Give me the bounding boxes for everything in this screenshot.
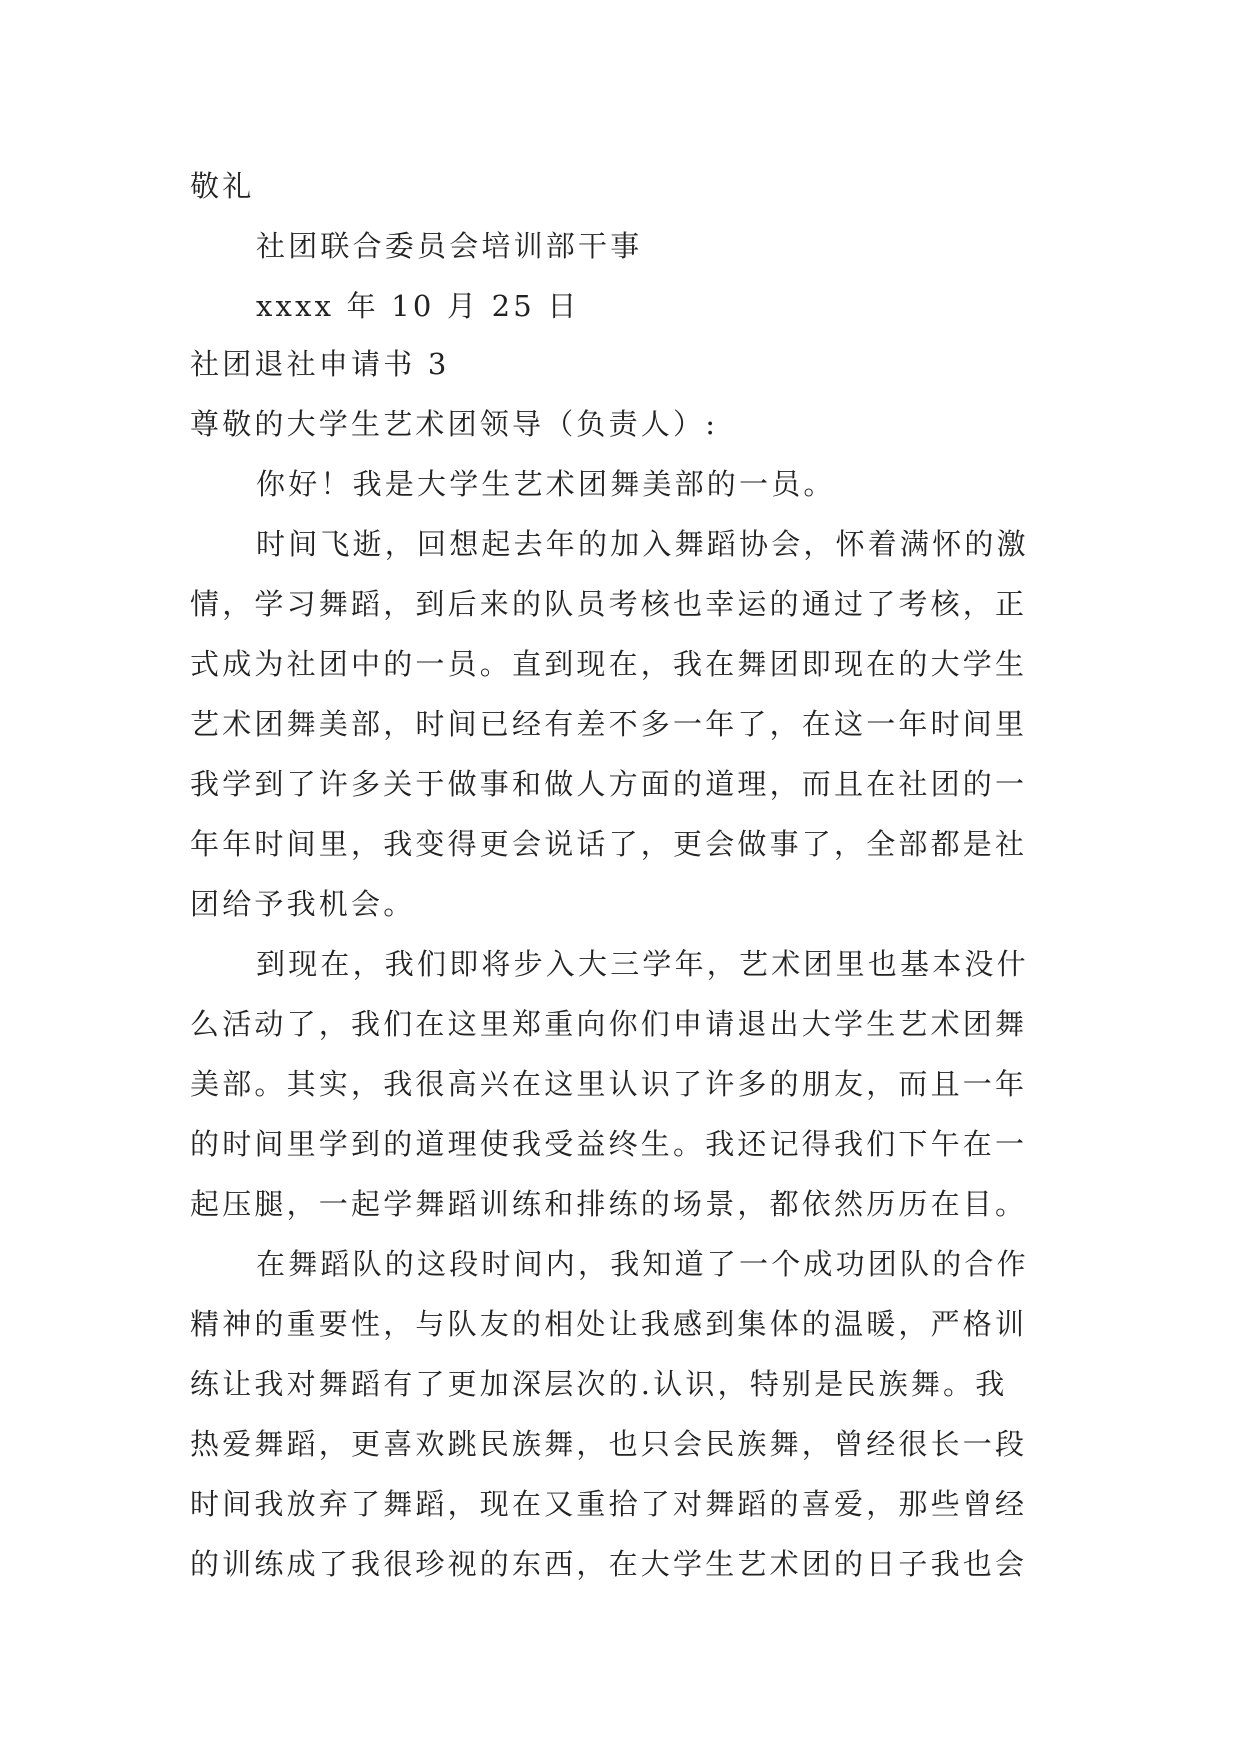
paragraph-line: 时间飞逝，回想起去年的加入舞蹈协会，怀着满怀的激 (256, 527, 1029, 561)
paragraph-line: 团给予我机会。 (190, 887, 416, 921)
paragraph-line: 美部。其实，我很高兴在这里认识了许多的朋友，而且一年 (190, 1067, 1028, 1101)
paragraph-line: 时间我放弃了舞蹈，现在又重拾了对舞蹈的喜爱，那些曾经 (190, 1487, 1028, 1521)
signature: 社团联合委员会培训部干事 (256, 229, 643, 263)
paragraph-line: 式成为社团中的一员。直到现在，我在舞团即现在的大学生 (190, 647, 1028, 681)
paragraph-line: 在舞蹈队的这段时间内，我知道了一个成功团队的合作 (256, 1247, 1029, 1281)
letter-title: 社团退社申请书 3 (190, 347, 450, 381)
paragraph-line: 精神的重要性，与队友的相处让我感到集体的温暖，严格训 (190, 1307, 1028, 1341)
paragraph-line: 到现在，我们即将步入大三学年，艺术团里也基本没什 (256, 947, 1029, 981)
paragraph-line: 的训练成了我很珍视的东西，在大学生艺术团的日子我也会 (190, 1547, 1028, 1581)
signature-date: xxxx 年 10 月 25 日 (256, 289, 580, 323)
paragraph-line: 练让我对舞蹈有了更加深层次的.认识，特别是民族舞。我 (190, 1367, 1008, 1401)
paragraph-line: 的时间里学到的道理使我受益终生。我还记得我们下午在一 (190, 1127, 1028, 1161)
paragraph-line: 么活动了，我们在这里郑重向你们申请退出大学生艺术团舞 (190, 1007, 1028, 1041)
letter-greeting: 尊敬的大学生艺术团领导（负责人）: (190, 407, 719, 441)
paragraph-line: 热爱舞蹈，更喜欢跳民族舞，也只会民族舞，曾经很长一段 (190, 1427, 1028, 1461)
paragraph-line: 我学到了许多关于做事和做人方面的道理，而且在社团的一 (190, 767, 1028, 801)
paragraph-line: 起压腿，一起学舞蹈训练和排练的场景，都依然历历在目。 (190, 1187, 1028, 1221)
paragraph-line: 情，学习舞蹈，到后来的队员考核也幸运的通过了考核，正 (190, 587, 1028, 621)
closing-salutation: 敬礼 (190, 169, 255, 203)
paragraph-line: 你好！我是大学生艺术团舞美部的一员。 (256, 467, 836, 501)
paragraph-line: 年年时间里，我变得更会说话了，更会做事了，全部都是社 (190, 827, 1028, 861)
paragraph-line: 艺术团舞美部，时间已经有差不多一年了，在这一年时间里 (190, 707, 1028, 741)
